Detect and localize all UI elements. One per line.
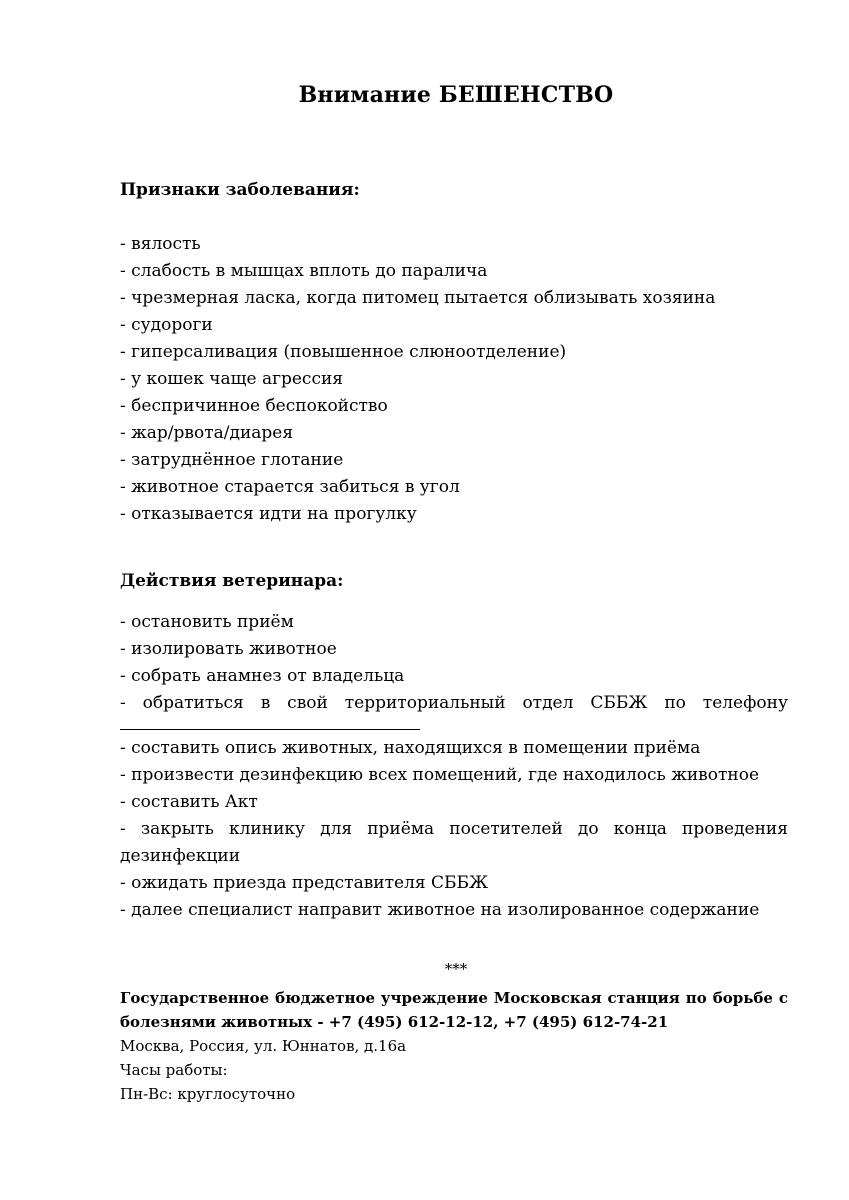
hours-label: Часы работы: (120, 1061, 228, 1079)
phone-blank-line (120, 721, 420, 730)
symptom-item: - животное старается забиться в угол (120, 477, 460, 497)
organization-info: Государственное бюджетное учреждение Московская станция по борьбе с болезнями животных - +7 (495) 612-12-12, +7 (495) 612-74-21 (120, 989, 788, 1031)
address: Москва, Россия, ул. Юннатов, д.16а (120, 1037, 407, 1055)
symptoms-section (120, 177, 788, 528)
action-item: - обратиться в свой территориальный отдел СББЖ по телефону (120, 693, 788, 713)
symptom-item: - жар/рвота/диарея (120, 423, 294, 443)
symptom-item: - затруднённое глотание (120, 450, 344, 470)
action-item: - составить Акт (120, 792, 258, 812)
action-item: - произвести дезинфекцию всех помещений, где находилось животное (120, 765, 760, 785)
symptoms-heading: Признаки заболевания: (120, 180, 360, 200)
symptom-item: - беспричинное беспокойство (120, 396, 388, 416)
action-item: - остановить приём (120, 612, 294, 632)
symptom-item: - вялость (120, 234, 201, 254)
footer (120, 986, 788, 1106)
hours: Пн-Вс: круглосуточно (120, 1085, 296, 1103)
symptom-item: - гиперсаливация (повышенное слюноотделение) (120, 342, 567, 362)
action-item: - закрыть клинику для приёма посетителей до конца проведения дезинфекции (120, 819, 788, 866)
symptom-item: - чрезмерная ласка, когда питомец пытается облизывать хозяина (120, 288, 716, 308)
action-item: - далее специалист направит животное на изолированное содержание (120, 900, 760, 920)
action-item: - составить опись животных, находящихся в помещении приёма (120, 738, 701, 758)
actions-heading: Действия ветеринара: (120, 571, 344, 591)
symptom-item: - судороги (120, 315, 213, 335)
action-item: - изолировать животное (120, 639, 337, 659)
symptom-item: - у кошек чаще агрессия (120, 369, 344, 389)
page-title: Внимание БЕШЕНСТВО (298, 82, 614, 108)
separator: *** (444, 960, 468, 978)
actions-section (120, 568, 788, 924)
action-item: - ожидать приезда представителя СББЖ (120, 873, 489, 893)
symptom-item: - отказывается идти на прогулку (120, 504, 417, 524)
action-item: - собрать анамнез от владельца (120, 666, 405, 686)
symptom-item: - слабость в мышцах вплоть до паралича (120, 261, 488, 281)
